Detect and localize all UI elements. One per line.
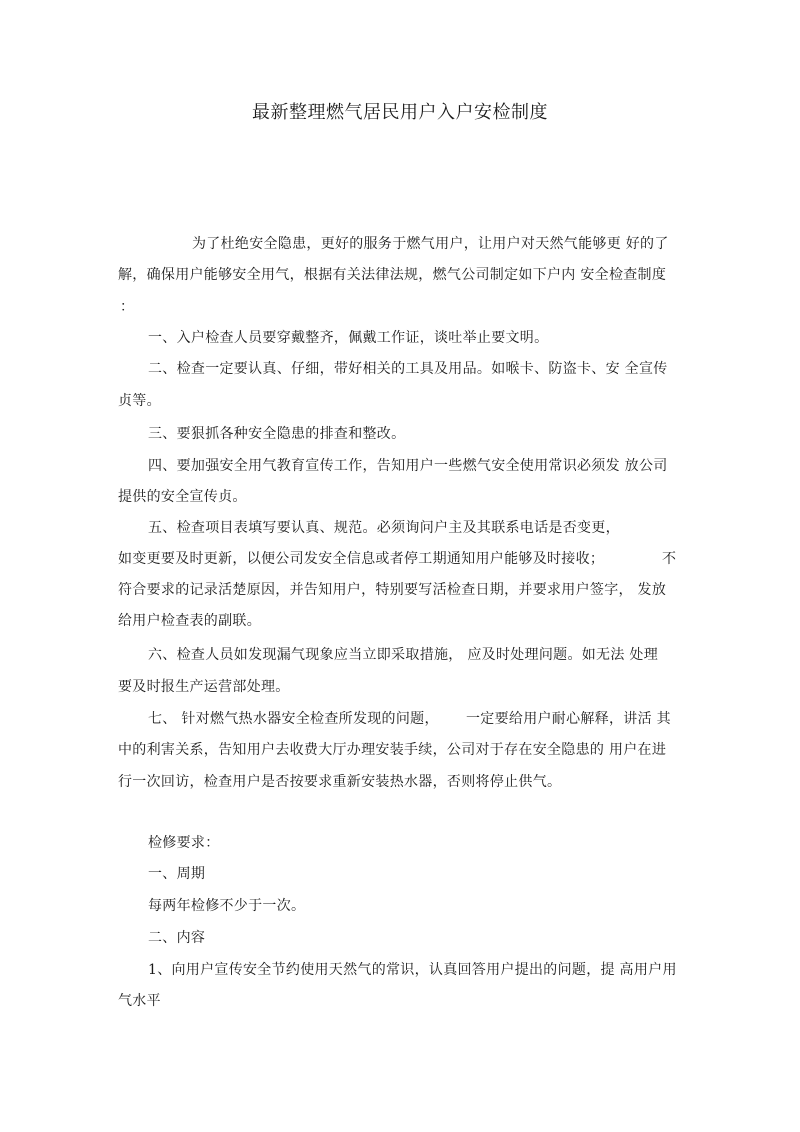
- maintenance-item-1-line-1: 1、向用户宣传安全节约使用天然气的常识，认真回答用户提出的问题，提 高用户用: [148, 962, 677, 978]
- document-title: 最新整理燃气居民用户入户安检制度: [252, 102, 548, 123]
- rule-6-line-1: 六、检查人员如发现漏气现象应当立即采取措施， 应及时处理问题。如无法 处理: [148, 647, 658, 663]
- intro-line-1: 为了杜绝安全隐患，更好的服务于燃气用户，让用户对天然气能够更 好的了: [192, 236, 669, 252]
- maintenance-heading: 检修要求：: [148, 835, 220, 851]
- rule-4-line-1: 四、要加强安全用气教育宣传工作，告知用户一些燃气安全使用常识必须发 放公司: [148, 458, 668, 474]
- rule-7-line-1a: 七、 针对燃气热水器安全检查所发现的问题，: [148, 711, 439, 727]
- intro-line-2: 解，确保用户能够安全用气，根据有关法律法规，燃气公司制定如下户内 安全检查制度: [118, 267, 667, 283]
- rule-6-line-2: 要及时报生产运营部处理。: [118, 679, 290, 695]
- rule-7-line-1b: 一定要给用户耐心解释，讲活 其: [466, 711, 671, 727]
- rule-2-line-2: 贞等。: [118, 393, 161, 409]
- rule-7-line-2: 中的利害关系，告知用户去收费大厅办理安装手续，公司对于存在安全隐患的 用户在进: [118, 742, 667, 758]
- rule-5-line-2: 如变更要及时更新，以便公司发安全信息或者停工期通知用户能够及时接收；: [118, 551, 605, 567]
- rule-3-line-1: 三、要狠抓各种安全隐患的排查和整改。: [148, 426, 406, 442]
- rule-4-line-2: 提供的安全宣传贞。: [118, 489, 247, 505]
- maintenance-section-1-title: 一、周期: [148, 866, 206, 882]
- maintenance-section-1-text: 每两年检修不少于一次。: [148, 898, 306, 914]
- rule-5-line-4: 给用户检查表的副联。: [118, 613, 261, 629]
- rule-2-line-1: 二、检查一定要认真、仔细，带好相关的工具及用品。如喉卡、防盗卡、安 全宣传: [148, 361, 668, 377]
- rule-5-line-1: 五、检查项目表填写要认真、规范。必须询问户主及其联系电话是否变更，: [148, 520, 620, 536]
- maintenance-item-1-line-2: 气水平: [118, 993, 161, 1009]
- rule-1-line-1: 一、入户检查人员要穿戴整齐，佩戴工作证，谈吐举止要文明。: [148, 330, 549, 346]
- rule-5-line-3: 符合要求的记录活楚原因，并告知用户，特别要写活检查日期，并要求用户签字， 发放: [118, 582, 667, 598]
- maintenance-section-2-title: 二、内容: [148, 930, 206, 946]
- rule-5-line-2-end: 不: [662, 551, 677, 567]
- intro-line-3: ：: [120, 299, 135, 315]
- rule-7-line-3: 行一次回访，检查用户是否按要求重新安装热水器，否则将停止供气。: [118, 774, 562, 790]
